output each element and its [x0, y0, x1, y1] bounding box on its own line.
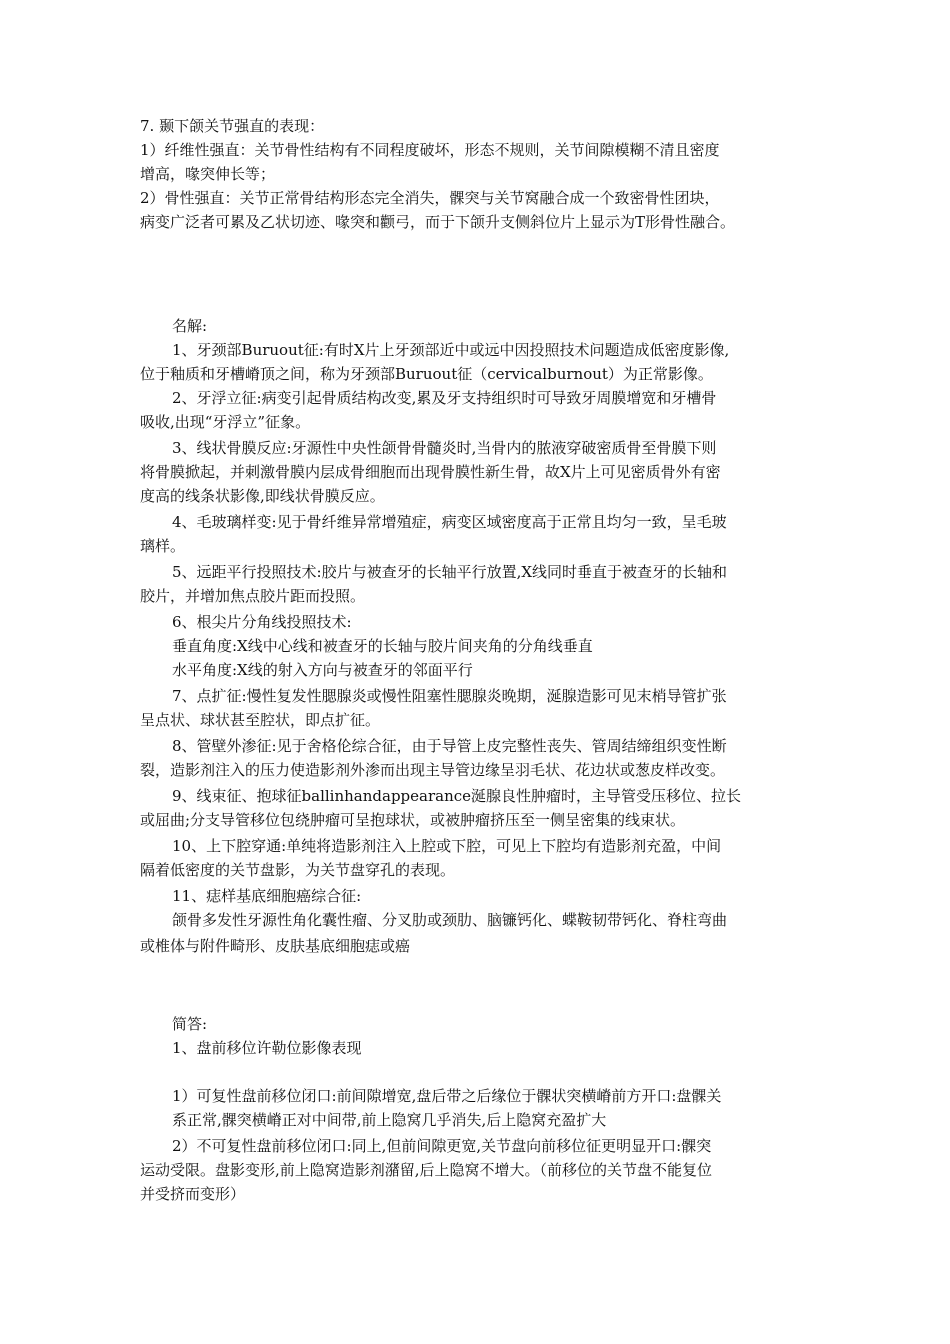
- mingjie-line: 水平角度:X线的射入方向与被查牙的邻面平行: [172, 661, 473, 679]
- mingjie-line: 或椎体与附件畸形、皮肤基底细胞痣或癌: [140, 937, 411, 955]
- jianda-line: 运动受限。盘影变形,前上隐窝造影剂潴留,后上隐窝不增大。（前移位的关节盘不能复位: [140, 1161, 713, 1179]
- mingjie-line: 颌骨多发性牙源性角化囊性瘤、分叉肋或颈肋、脑镰钙化、蝶鞍韧带钙化、脊柱弯曲: [172, 911, 728, 929]
- jianda-line: 2）不可复性盘前移位闭口:同上,但前间隙更宽,关节盘向前移位征更明显开口:髁突: [172, 1137, 712, 1155]
- section7-line: 病变广泛者可累及乙状切迹、喙突和颧弓，而于下颌升支侧斜位片上显示为T形骨性融合。: [140, 213, 736, 231]
- jianda-title: 简答:: [172, 1015, 208, 1033]
- mingjie-line: 10、上下腔穿通:单纯将造影剂注入上腔或下腔，可见上下腔均有造影剂充盈，中间: [172, 837, 722, 855]
- mingjie-line: 5、远距平行投照技术:胶片与被查牙的长轴平行放置,X线同时垂直于被查牙的长轴和: [172, 563, 728, 581]
- mingjie-line: 6、根尖片分角线投照技术:: [172, 613, 352, 631]
- section7-line: 2）骨性强直：关节正常骨结构形态完全消失，髁突与关节窝融合成一个致密骨性团块，: [140, 189, 720, 207]
- jianda-line: 1）可复性盘前移位闭口:前间隙增宽,盘后带之后缘位于髁状突横嵴前方开口:盘髁关: [172, 1087, 722, 1105]
- mingjie-line: 3、线状骨膜反应:牙源性中央性颌骨骨髓炎时,当骨内的脓液穿破密质骨至骨膜下则: [172, 439, 717, 457]
- mingjie-line: 9、线束征、抱球征ballinhandappearance涎腺良性肿瘤时，主导管受压移位、拉长: [172, 787, 742, 805]
- mingjie-line: 4、毛玻璃样变:见于骨纤维异常增殖症，病变区域密度高于正常且均匀一致，呈毛玻: [172, 513, 727, 531]
- mingjie-line: 隔着低密度的关节盘影，为关节盘穿孔的表现。: [140, 861, 456, 879]
- mingjie-line: 吸收,出现“牙浮立”征象。: [140, 413, 311, 431]
- jianda-line: 系正常,髁突横嵴正对中间带,前上隐窝几乎消失,后上隐窝充盈扩大: [172, 1111, 607, 1129]
- mingjie-line: 将骨膜掀起，并刺激骨膜内层成骨细胞而出现骨膜性新生骨，故X片上可见密质骨外有密: [140, 463, 721, 481]
- mingjie-line: 8、管壁外渗征:见于舍格伦综合征，由于导管上皮完整性丧失、管周结缔组织变性断: [172, 737, 727, 755]
- mingjie-line: 11、痣样基底细胞癌综合征:: [172, 887, 362, 905]
- mingjie-line: 璃样。: [140, 537, 186, 555]
- mingjie-line: 位于釉质和牙槽嵴顶之间，称为牙颈部Buruout征（cervicalburnout）为正常影像。: [140, 365, 713, 383]
- mingjie-line: 裂，造影剂注入的压力使造影剂外渗而出现主导管边缘呈羽毛状、花边状或葱皮样改变。: [140, 761, 726, 779]
- jianda-line: 并受挤而变形）: [140, 1185, 246, 1203]
- section7-heading: 7. 颞下颌关节强直的表现：: [140, 117, 325, 135]
- mingjie-line: 7、点扩征:慢性复发性腮腺炎或慢性阻塞性腮腺炎晚期，涎腺造影可见末梢导管扩张: [172, 687, 727, 705]
- mingjie-line: 胶片，并增加焦点胶片距而投照。: [140, 587, 366, 605]
- mingjie-line: 垂直角度:X线中心线和被查牙的长轴与胶片间夹角的分角线垂直: [172, 637, 593, 655]
- mingjie-title: 名解:: [172, 317, 208, 335]
- mingjie-line: 呈点状、球状甚至腔状，即点扩征。: [140, 711, 381, 729]
- mingjie-line: 或屈曲;分支导管移位包绕肿瘤可呈抱球状，或被肿瘤挤压至一侧呈密集的线束状。: [140, 811, 686, 829]
- mingjie-line: 1、牙颈部Buruout征:有时X片上牙颈部近中或远中因投照技术问题造成低密度影像,: [172, 341, 730, 359]
- jianda-question: 1、盘前移位许勒位影像表现: [172, 1039, 362, 1057]
- mingjie-line: 度高的线条状影像,即线状骨膜反应。: [140, 487, 385, 505]
- section7-line: 1）纤维性强直：关节骨性结构有不同程度破坏，形态不规则，关节间隙模糊不清且密度: [140, 141, 720, 159]
- mingjie-line: 2、牙浮立征:病变引起骨质结构改变,累及牙支持组织时可导致牙周膜增宽和牙槽骨: [172, 389, 717, 407]
- section7-line: 增高，喙突伸长等；: [140, 165, 276, 183]
